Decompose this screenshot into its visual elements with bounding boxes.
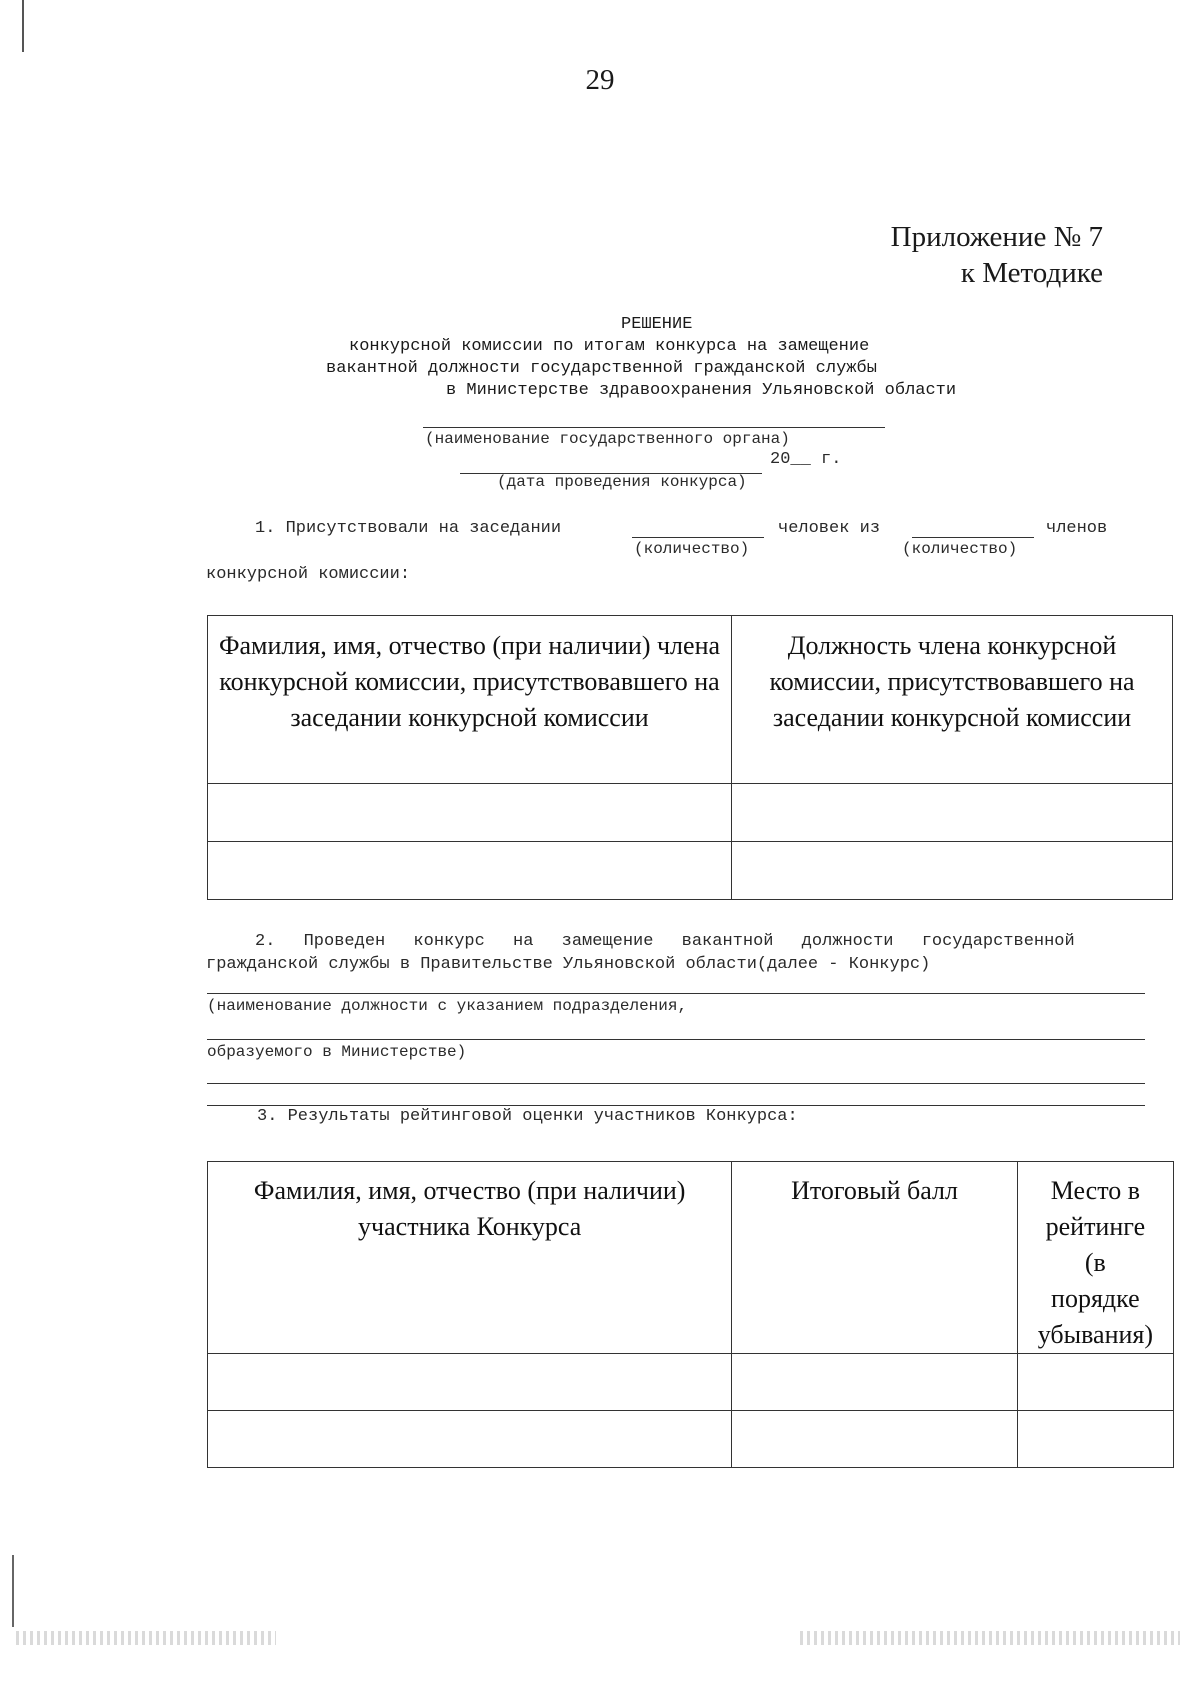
table2-header-rank: Место в рейтинге (в порядке убывания)	[1017, 1162, 1173, 1354]
title-heading: РЕШЕНИЕ	[621, 315, 693, 334]
present-count-caption: (количество)	[634, 540, 750, 558]
table-row	[208, 784, 1173, 842]
table2-cell-score[interactable]	[732, 1411, 1017, 1468]
scan-margin-line-bottom	[12, 1555, 14, 1627]
position-name-field-1[interactable]	[207, 993, 1145, 994]
date-year-suffix: 20__ г.	[770, 450, 842, 469]
item2-caption-1: (наименование должности с указанием подразделения,	[207, 997, 688, 1015]
item2-line-2: гражданской службы в Правительстве Ульяновской области(далее - Конкурс)	[206, 955, 931, 974]
title-line-1: конкурсной комиссии по итогам конкурса на замещение	[349, 337, 870, 356]
table1-cell-position[interactable]	[732, 842, 1173, 900]
item3-text: 3. Результаты рейтинговой оценки участников Конкурса:	[257, 1107, 798, 1126]
scan-artifact-right	[800, 1631, 1180, 1645]
table2-header-name: Фамилия, имя, отчество (при наличии) участника Конкурса	[208, 1162, 732, 1354]
commission-members-table	[207, 615, 1173, 900]
table1-header-row	[208, 616, 1173, 784]
item1-text-end: членов	[1046, 519, 1108, 538]
table-row	[208, 842, 1173, 900]
appendix-label	[891, 219, 1103, 291]
table2-cell-rank[interactable]	[1017, 1354, 1173, 1411]
item2-caption-2: образуемого в Министерстве)	[207, 1043, 467, 1061]
title-line-2: вакантной должности государственной гражданской службы	[326, 359, 877, 378]
position-name-field-3[interactable]	[207, 1083, 1145, 1084]
scan-margin-line	[22, 0, 24, 52]
item1-text-start: 1. Присутствовали на заседании	[255, 519, 562, 538]
table1-header-position: Должность члена конкурсной комиссии, присутствовавшего на заседании конкурсной комиссии	[732, 616, 1173, 784]
org-name-field[interactable]	[423, 427, 885, 428]
table-row	[208, 1411, 1174, 1468]
appendix-line-2: к Методике	[960, 257, 1103, 289]
table1-cell-position[interactable]	[732, 784, 1173, 842]
table2-cell-rank[interactable]	[1017, 1411, 1173, 1468]
rating-results-table	[207, 1161, 1174, 1468]
table2-cell-name[interactable]	[208, 1411, 732, 1468]
table1-cell-name[interactable]	[208, 842, 732, 900]
scan-artifact-left	[16, 1631, 276, 1645]
page-number: 29	[585, 64, 615, 96]
appendix-line-1: Приложение № 7	[890, 221, 1103, 253]
date-caption: (дата проведения конкурса)	[497, 473, 747, 491]
table1-cell-name[interactable]	[208, 784, 732, 842]
position-name-field-2[interactable]	[207, 1039, 1145, 1040]
table2-cell-score[interactable]	[732, 1354, 1017, 1411]
item1-continuation: конкурсной комиссии:	[206, 565, 411, 584]
org-name-caption: (наименование государственного органа)	[425, 430, 790, 448]
table2-header-score: Итоговый балл	[732, 1162, 1017, 1354]
table2-header-row	[208, 1162, 1174, 1354]
item2-line-1: 2. Проведен конкурс на замещение вакантной должности государственной	[255, 932, 1075, 951]
present-count-field[interactable]	[632, 537, 764, 538]
table-row	[208, 1354, 1174, 1411]
table1-header-name: Фамилия, имя, отчество (при наличии) члена конкурсной комиссии, присутствовавшего на заседании конкурсной комиссии	[208, 616, 732, 784]
title-line-3: в Министерстве здравоохранения Ульяновской области	[446, 381, 957, 400]
table2-cell-name[interactable]	[208, 1354, 732, 1411]
position-name-field-4[interactable]	[207, 1105, 1145, 1106]
members-count-caption: (количество)	[902, 540, 1018, 558]
members-count-field[interactable]	[912, 537, 1034, 538]
item1-text-middle: человек из	[778, 519, 881, 538]
